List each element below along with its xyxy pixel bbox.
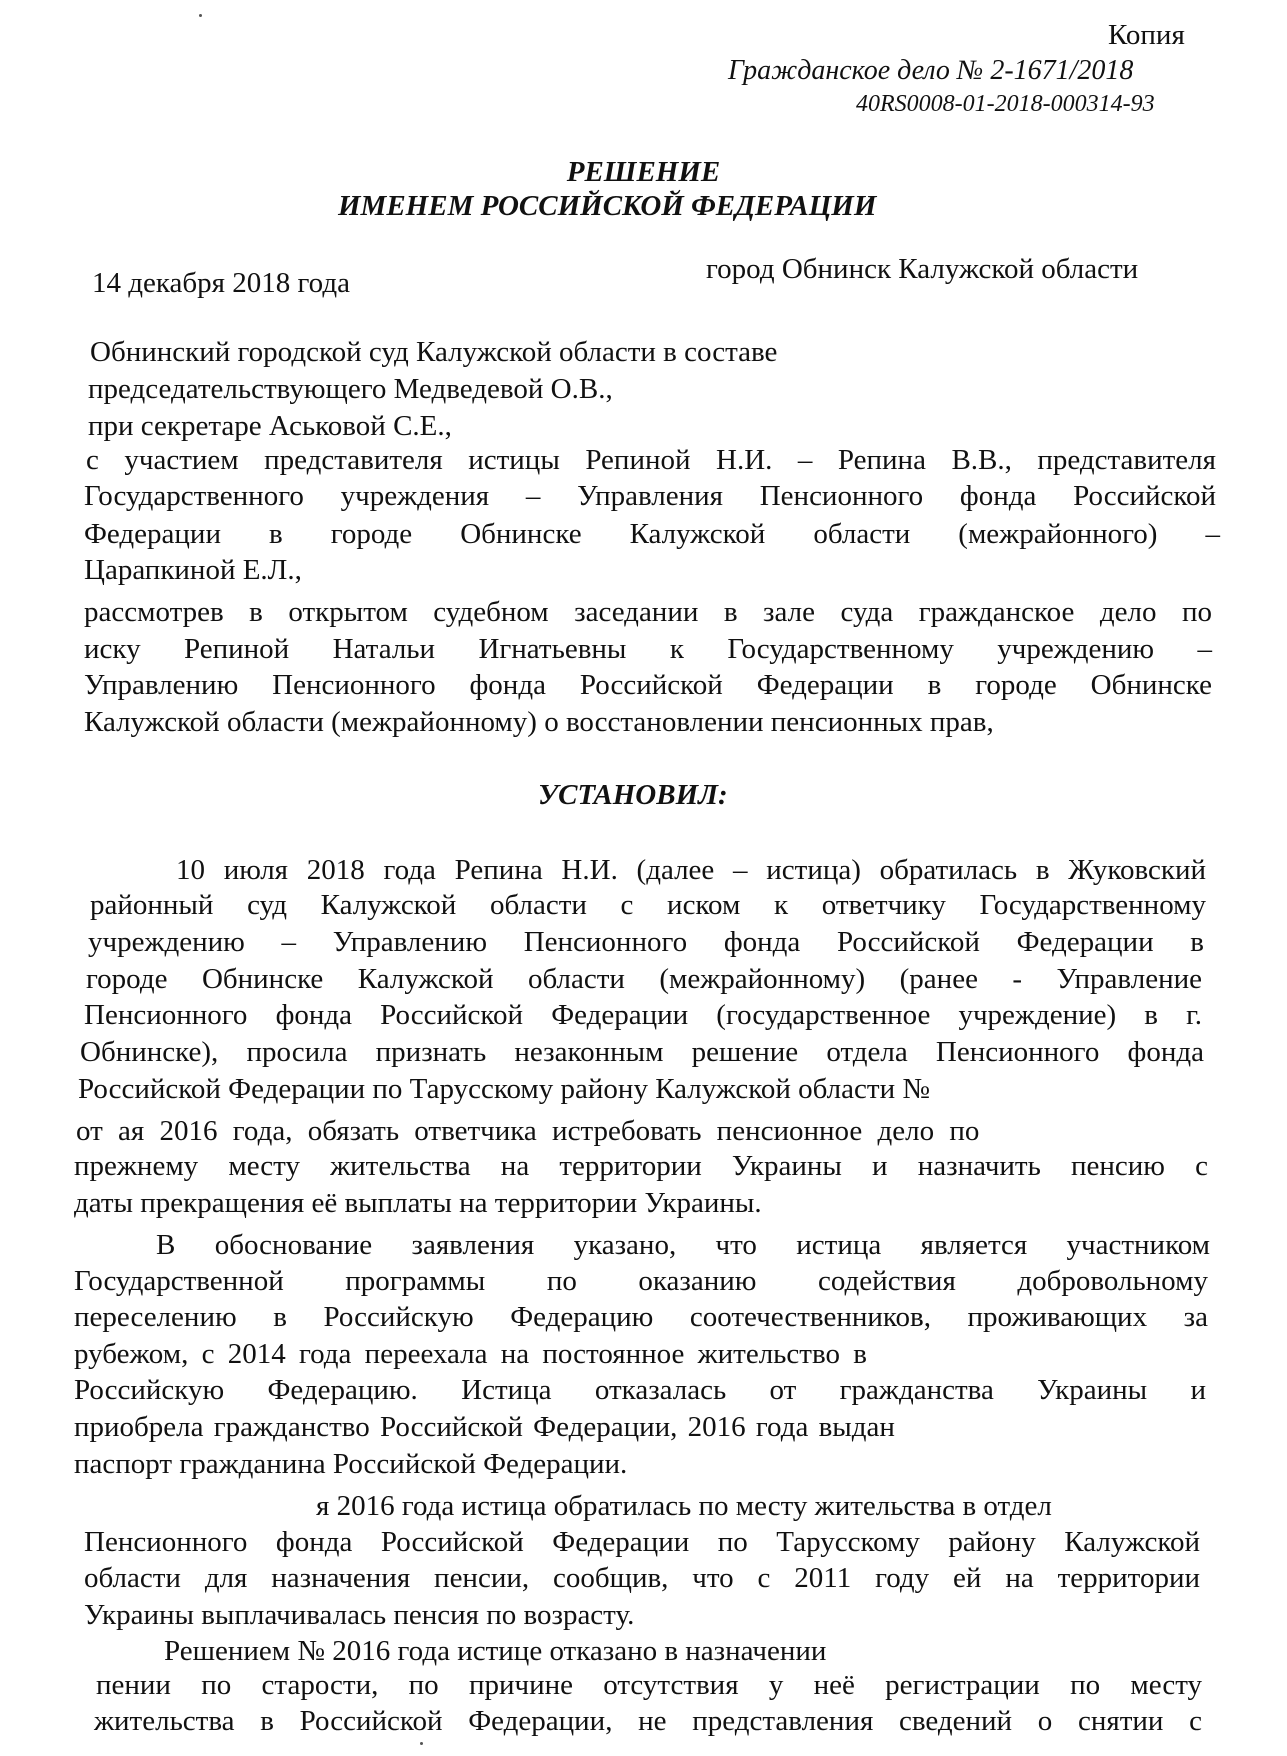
body-line: городе Обнинске Калужской области (межрайонному) (ранее - Управление xyxy=(86,963,1202,995)
body-line: Украины выплачивалась пенсия по возрасту. xyxy=(84,1599,635,1631)
body-line: пении по старости, по причине отсутствия у неё регистрации по месту xyxy=(96,1669,1202,1701)
body-line: Решением № 2016 года истице отказано в назначении xyxy=(164,1635,827,1667)
body-line: от ая 2016 года, обязать ответчика истребовать пенсионное дело по xyxy=(76,1115,980,1147)
body-line: переселению в Российскую Федерацию соотечественников, проживающих за xyxy=(74,1301,1208,1333)
intro-line: председательствующего Медведевой О.В., xyxy=(88,373,613,405)
intro-line: с участием представителя истицы Репиной Н.И. – Репина В.В., представителя xyxy=(86,444,1216,476)
intro-line: Государственного учреждения – Управления Пенсионного фонда Российской xyxy=(84,480,1216,512)
intro-line: иску Репиной Натальи Игнатьевны к Государственному учреждению – xyxy=(84,633,1212,665)
intro-line: Калужской области (межрайонному) о восстановлении пенсионных прав, xyxy=(84,706,994,738)
intro-line: Управлению Пенсионного фонда Российской Федерации в городе Обнинске xyxy=(84,669,1212,701)
body-line: я 2016 года истица обратилась по месту жительства в отдел xyxy=(316,1490,1052,1522)
section-heading: УСТАНОВИЛ: xyxy=(538,779,728,811)
body-line: жительства в Российской Федерации, не представления сведений о снятии с xyxy=(94,1705,1202,1737)
scan-speck xyxy=(199,14,202,17)
document-title: РЕШЕНИЕ xyxy=(566,156,721,188)
body-line: даты прекращения её выплаты на территории Украины. xyxy=(74,1187,762,1219)
scan-speck xyxy=(420,1742,423,1745)
body-line: Российской Федерации по Тарусскому району Калужской области № xyxy=(78,1073,931,1105)
body-line: Обнинске), просила признать незаконным решение отдела Пенсионного фонда xyxy=(80,1036,1204,1068)
case-id: 40RS0008-01-2018-000314-93 xyxy=(856,91,1155,117)
body-line: прежнему месту жительства на территории Украины и назначить пенсию с xyxy=(74,1150,1208,1182)
body-line: В обоснование заявления указано, что истица является участником xyxy=(156,1229,1210,1261)
document-subtitle: ИМЕНЕМ РОССИЙСКОЙ ФЕДЕРАЦИИ xyxy=(338,190,877,222)
intro-line: рассмотрев в открытом судебном заседании в зале суда гражданское дело по xyxy=(84,596,1212,628)
body-line: области для назначения пенсии, сообщив, что с 2011 году ей на территории xyxy=(84,1562,1200,1594)
body-line: Российскую Федерацию. Истица отказалась от гражданства Украины и xyxy=(74,1374,1206,1406)
decision-place: город Обнинск Калужской области xyxy=(706,253,1139,285)
decision-date: 14 декабря 2018 года xyxy=(92,267,350,299)
body-line: приобрела гражданство Российской Федерации, 2016 года выдан xyxy=(74,1411,895,1443)
body-line: Пенсионного фонда Российской Федерации по Тарусскому району Калужской xyxy=(84,1526,1200,1558)
body-line: паспорт гражданина Российской Федерации. xyxy=(74,1448,628,1480)
body-line: 10 июля 2018 года Репина Н.И. (далее – истица) обратилась в Жуковский xyxy=(176,854,1206,886)
body-line: Пенсионного фонда Российской Федерации (государственное учреждение) в г. xyxy=(84,999,1202,1031)
intro-line: Царапкиной Е.Л., xyxy=(84,554,302,586)
copy-mark: Копия xyxy=(1108,19,1185,51)
case-number: Гражданское дело № 2-1671/2018 xyxy=(728,55,1134,86)
intro-line: при секретаре Аськовой С.Е., xyxy=(88,410,452,442)
body-line: рубежом, с 2014 года переехала на постоянное жительство в xyxy=(74,1338,867,1370)
intro-line: Федерации в городе Обнинске Калужской области (межрайонного) – xyxy=(84,518,1220,550)
intro-line: Обнинский городской суд Калужской области в составе xyxy=(90,336,778,368)
body-line: Государственной программы по оказанию содействия добровольному xyxy=(74,1265,1208,1297)
body-line: районный суд Калужской области с иском к ответчику Государственному xyxy=(90,889,1206,921)
body-line: учреждению – Управлению Пенсионного фонда Российской Федерации в xyxy=(88,926,1204,958)
